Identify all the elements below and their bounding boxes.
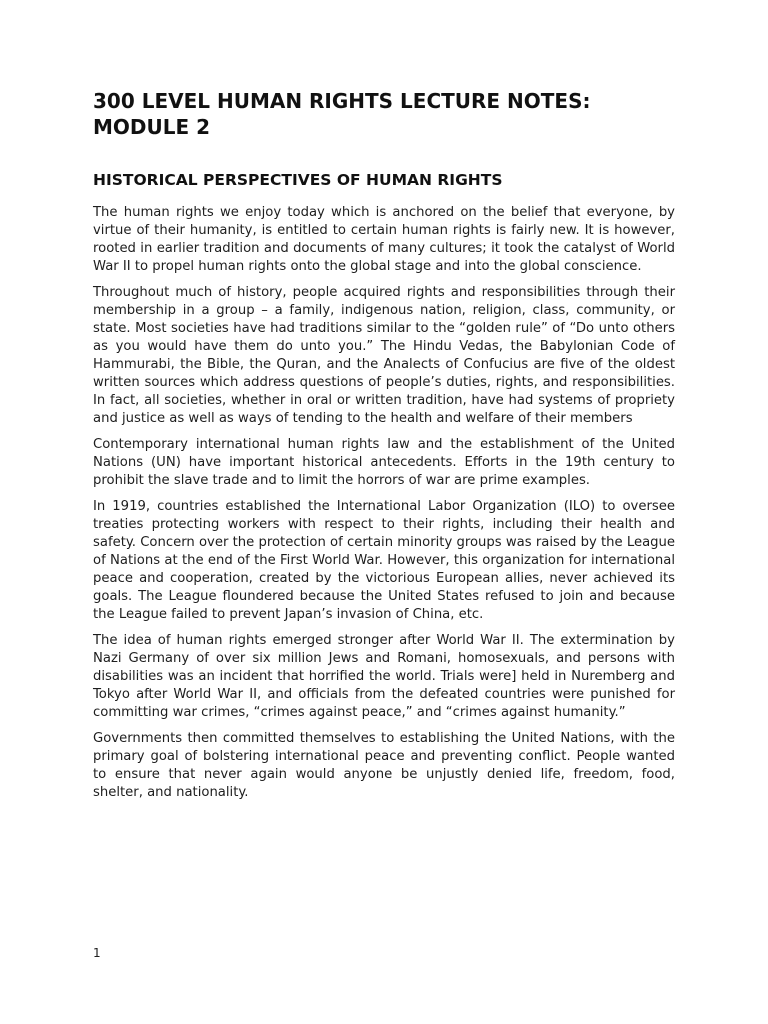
- document-page: [93, 88, 675, 810]
- paragraph-3: Contemporary international human rights law and the establishment of the United Nations (UN) have important historical antecedents. Efforts in the 19th century to prohibit the slave trade and to limit the horrors of war are prime examples.: [93, 437, 675, 488]
- page-number: 1: [93, 946, 101, 960]
- paragraph-2: Throughout much of history, people acquired rights and responsibilities through their membership in a group – a family, indigenous nation, religion, class, community, or state. Most societies have had traditions similar to the “golden rule” of “Do unto others as you would have them do unto you.” The Hindu Vedas, the Babylonian Code of Hammurabi, the Bible, the Quran, and the Analects of Confucius are five of the oldest written sources which address questions of people’s duties, rights, and responsibilities. In fact, all societies, whether in oral or written tradition, have had systems of propriety and justice as well as ways of tending to the health and welfare of their members: [93, 285, 675, 426]
- paragraph-5: The idea of human rights emerged stronger after World War II. The extermination by Nazi Germany of over six million Jews and Romani, homosexuals, and persons with disabilities was an incident that horrified the world. Trials were] held in Nuremberg and Tokyo after World War II, and officials from the defeated countries were punished for committing war crimes, “crimes against peace,” and “crimes against humanity.”: [93, 633, 675, 720]
- paragraph-4: In 1919, countries established the International Labor Organization (ILO) to oversee treaties protecting workers with respect to their rights, including their health and safety. Concern over the protection of certain minority groups was raised by the League of Nations at the end of the First World War. However, this organization for international peace and cooperation, created by the victorious European allies, never achieved its goals. The League floundered because the United States refused to join and because the League failed to prevent Japan’s invasion of China, etc.: [93, 499, 675, 622]
- paragraph-1: The human rights we enjoy today which is anchored on the belief that everyone, by virtue of their humanity, is entitled to certain human rights is fairly new. It is however, rooted in earlier tradition and documents of many cultures; it took the catalyst of World War II to propel human rights onto the global stage and into the global conscience.: [93, 205, 675, 274]
- document-title: [93, 88, 675, 140]
- section-heading: HISTORICAL PERSPECTIVES OF HUMAN RIGHTS: [93, 171, 503, 189]
- document-title-line2: MODULE 2: [93, 115, 211, 139]
- paragraph-6: Governments then committed themselves to establishing the United Nations, with the primary goal of bolstering international peace and preventing conflict. People wanted to ensure that never again would anyone be unjustly denied life, freedom, food, shelter, and nationality.: [93, 731, 675, 800]
- document-title-line1: 300 LEVEL HUMAN RIGHTS LECTURE NOTES:: [93, 89, 591, 113]
